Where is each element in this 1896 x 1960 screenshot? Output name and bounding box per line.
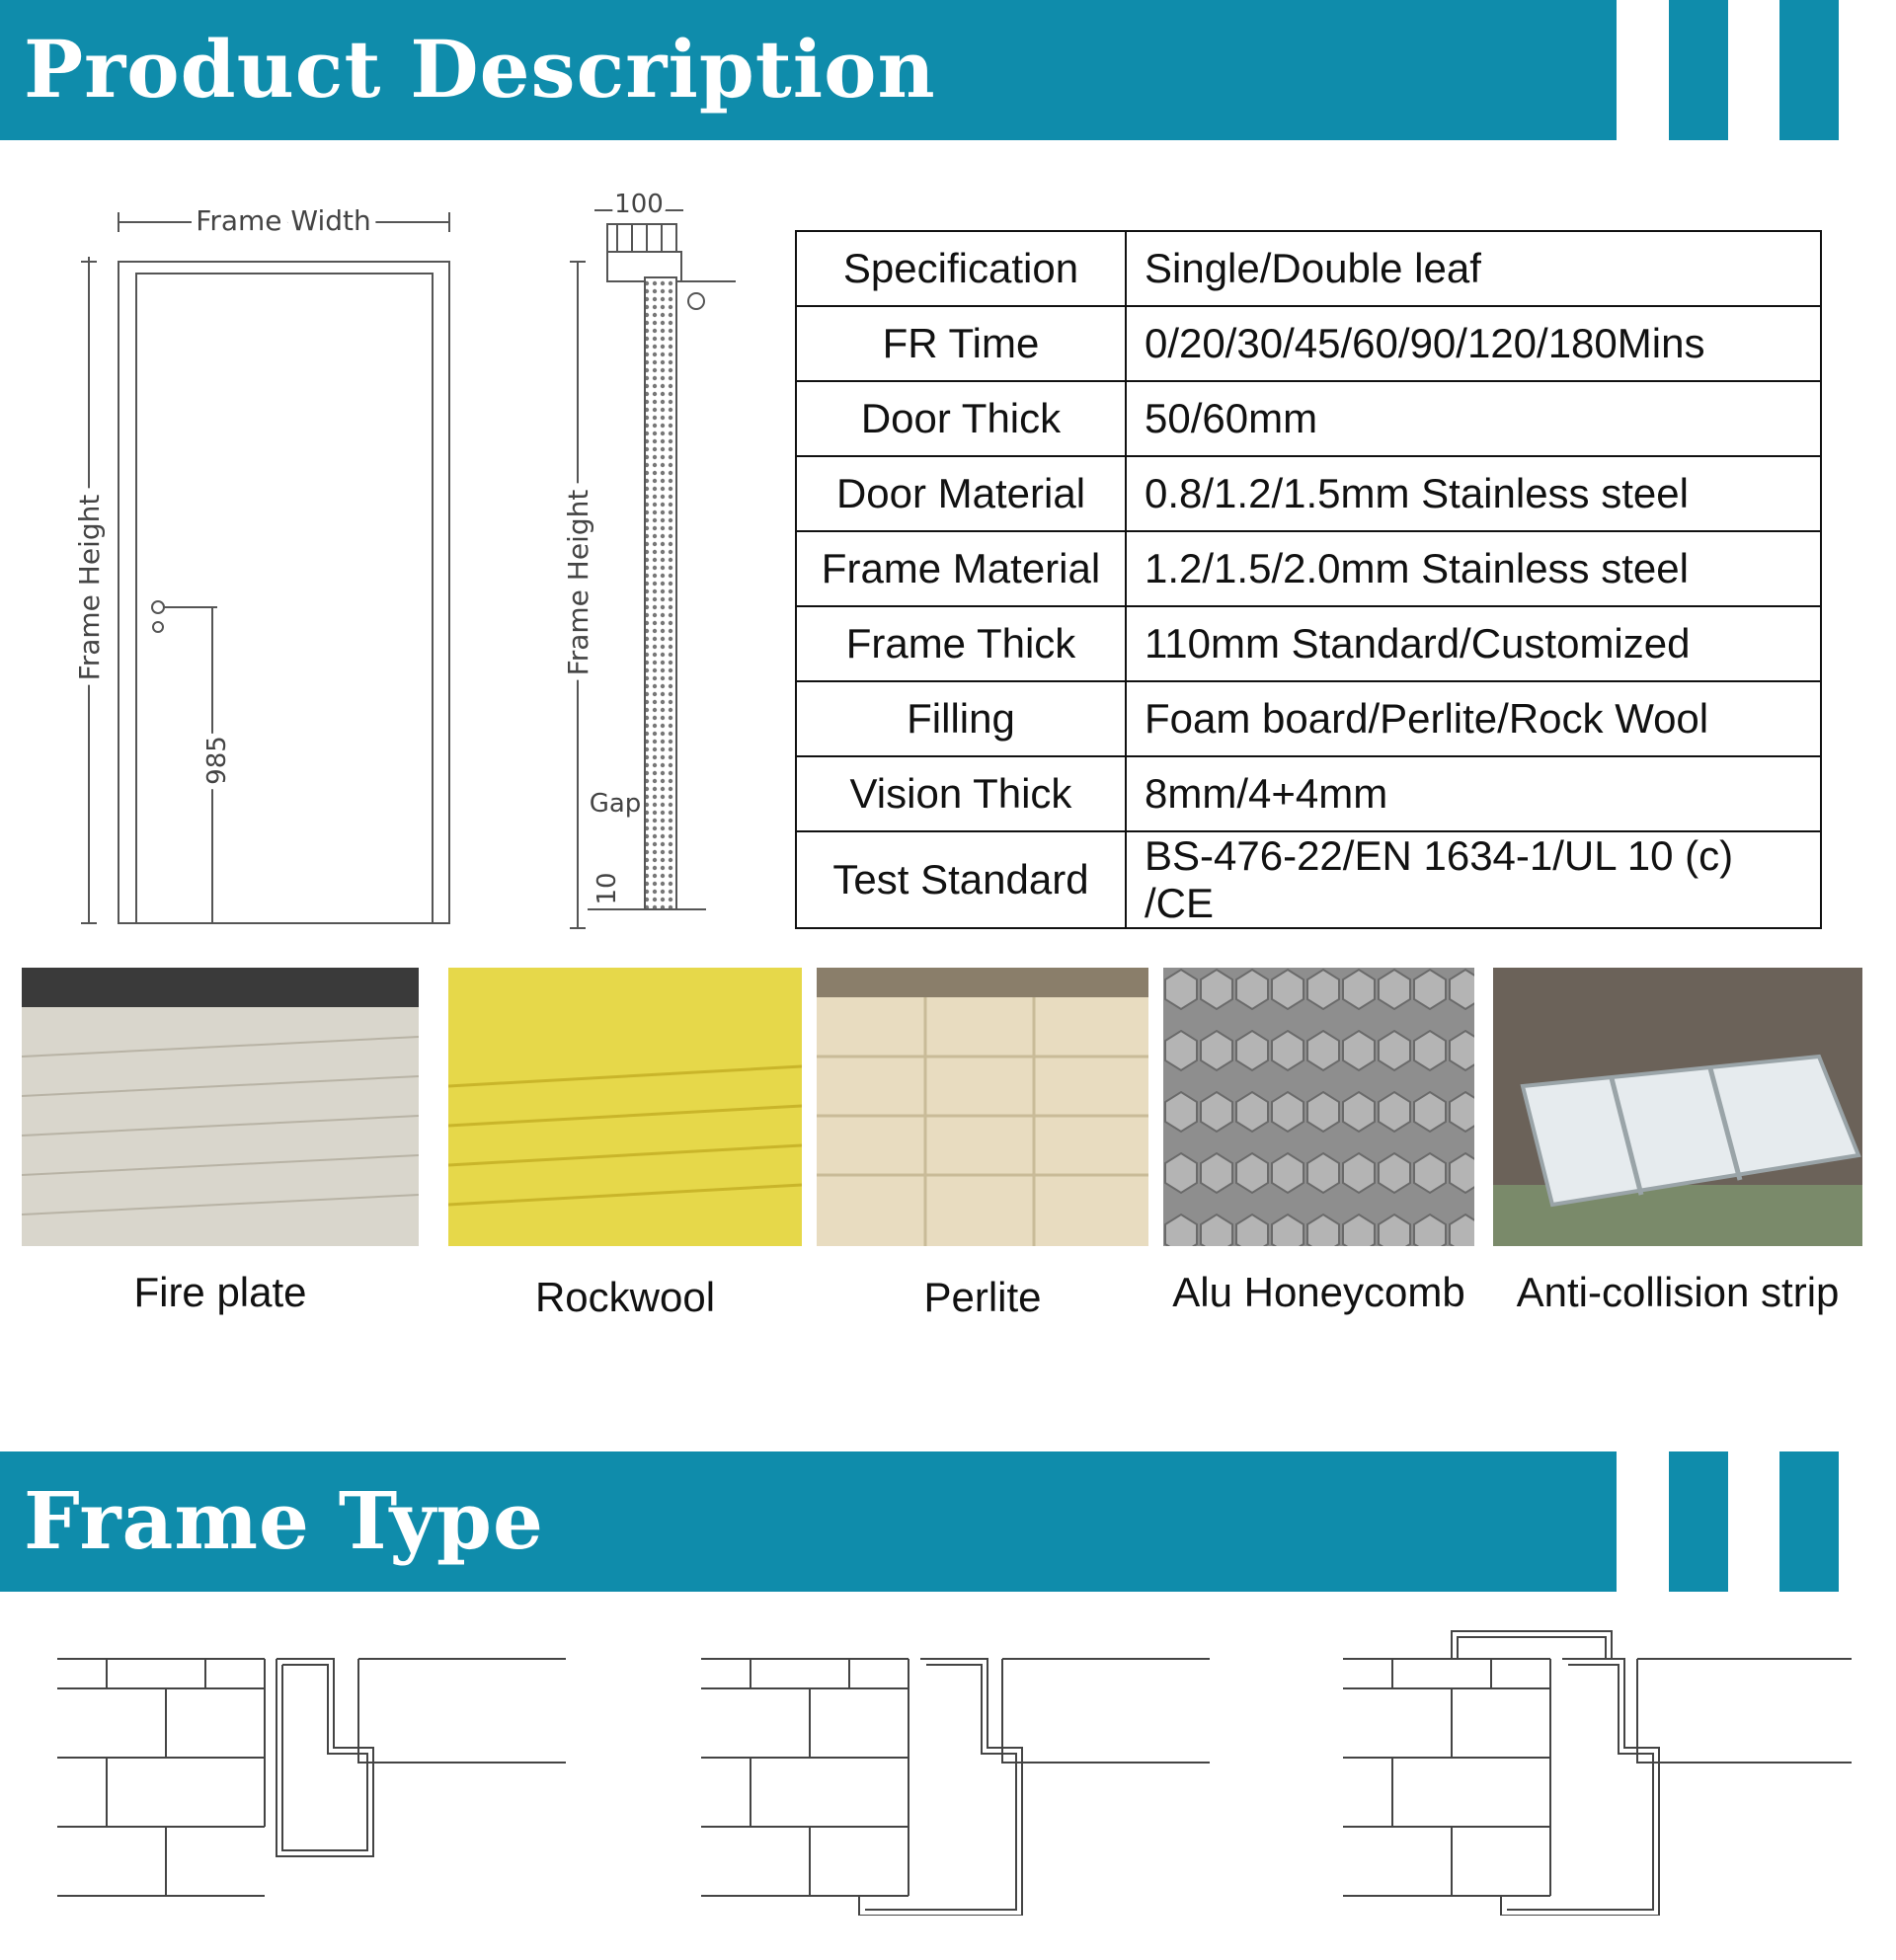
spec-key: Frame Thick xyxy=(796,606,1126,681)
material-label: Anti-collision strip xyxy=(1516,1269,1840,1315)
frame-height-label: Frame Height xyxy=(73,494,106,681)
top-dimension-label: 100 xyxy=(614,193,664,219)
section-height-label: Frame Height xyxy=(562,489,594,676)
spec-value: 50/60mm xyxy=(1126,381,1821,456)
anti-collision-strip-image xyxy=(1493,968,1862,1246)
spec-key: Frame Material xyxy=(796,531,1126,606)
material-label: Alu Honeycomb xyxy=(1172,1269,1465,1315)
spec-value: 110mm Standard/Customized xyxy=(1126,606,1821,681)
spec-value: 1.2/1.5/2.0mm Stainless steel xyxy=(1126,531,1821,606)
perlite-image xyxy=(817,968,1148,1246)
table-row xyxy=(796,756,1821,831)
frame-width-label: Frame Width xyxy=(196,204,371,237)
spec-value: 0/20/30/45/60/90/120/180Mins xyxy=(1126,306,1821,381)
spec-value: Foam board/Perlite/Rock Wool xyxy=(1126,681,1821,756)
gap-dimension-label: 10 xyxy=(592,872,622,905)
material-label: Rockwool xyxy=(534,1274,716,1320)
table-row xyxy=(796,831,1821,928)
specification-table xyxy=(795,230,1822,929)
table-row xyxy=(796,231,1821,306)
rockwool-image xyxy=(448,968,802,1246)
spec-key: Filling xyxy=(796,681,1126,756)
spec-key: Door Material xyxy=(796,456,1126,531)
frame-type-2-drawing xyxy=(701,1619,1234,1916)
material-label: Fire plate xyxy=(133,1269,307,1315)
table-row xyxy=(796,531,1821,606)
spec-key: Vision Thick xyxy=(796,756,1126,831)
spec-key: Test Standard xyxy=(796,831,1126,928)
frame-type-1-drawing xyxy=(57,1619,591,1916)
fire-plate-image xyxy=(22,968,419,1246)
table-row xyxy=(796,606,1821,681)
frame-type-banner xyxy=(0,1451,1896,1592)
banner-stripe xyxy=(1669,1451,1728,1592)
spec-value: Single/Double leaf xyxy=(1126,231,1821,306)
alu-honeycomb-image xyxy=(1163,968,1474,1246)
section-title-product-description: Product Description xyxy=(24,23,936,116)
door-elevation-drawing xyxy=(59,193,474,943)
spec-value: BS-476-22/EN 1634-1/UL 10 (c) /CE xyxy=(1126,831,1821,928)
spec-value: 0.8/1.2/1.5mm Stainless steel xyxy=(1126,456,1821,531)
spec-key: Door Thick xyxy=(796,381,1126,456)
table-row xyxy=(796,456,1821,531)
spec-key: Specification xyxy=(796,231,1126,306)
table-row xyxy=(796,381,1821,456)
table-row xyxy=(796,681,1821,756)
section-title-frame-type: Frame Type xyxy=(24,1474,544,1567)
product-description-banner xyxy=(0,0,1896,140)
banner-stripe xyxy=(1779,0,1839,140)
frame-type-3-drawing xyxy=(1343,1619,1876,1916)
gap-label: Gap xyxy=(589,789,642,819)
banner-stripe xyxy=(1669,0,1728,140)
handle-height-label: 985 xyxy=(202,736,232,785)
material-label: Perlite xyxy=(923,1274,1042,1320)
table-row xyxy=(796,306,1821,381)
spec-key: FR Time xyxy=(796,306,1126,381)
banner-stripe xyxy=(1779,1451,1839,1592)
spec-value: 8mm/4+4mm xyxy=(1126,756,1821,831)
door-section-drawing xyxy=(548,193,765,943)
